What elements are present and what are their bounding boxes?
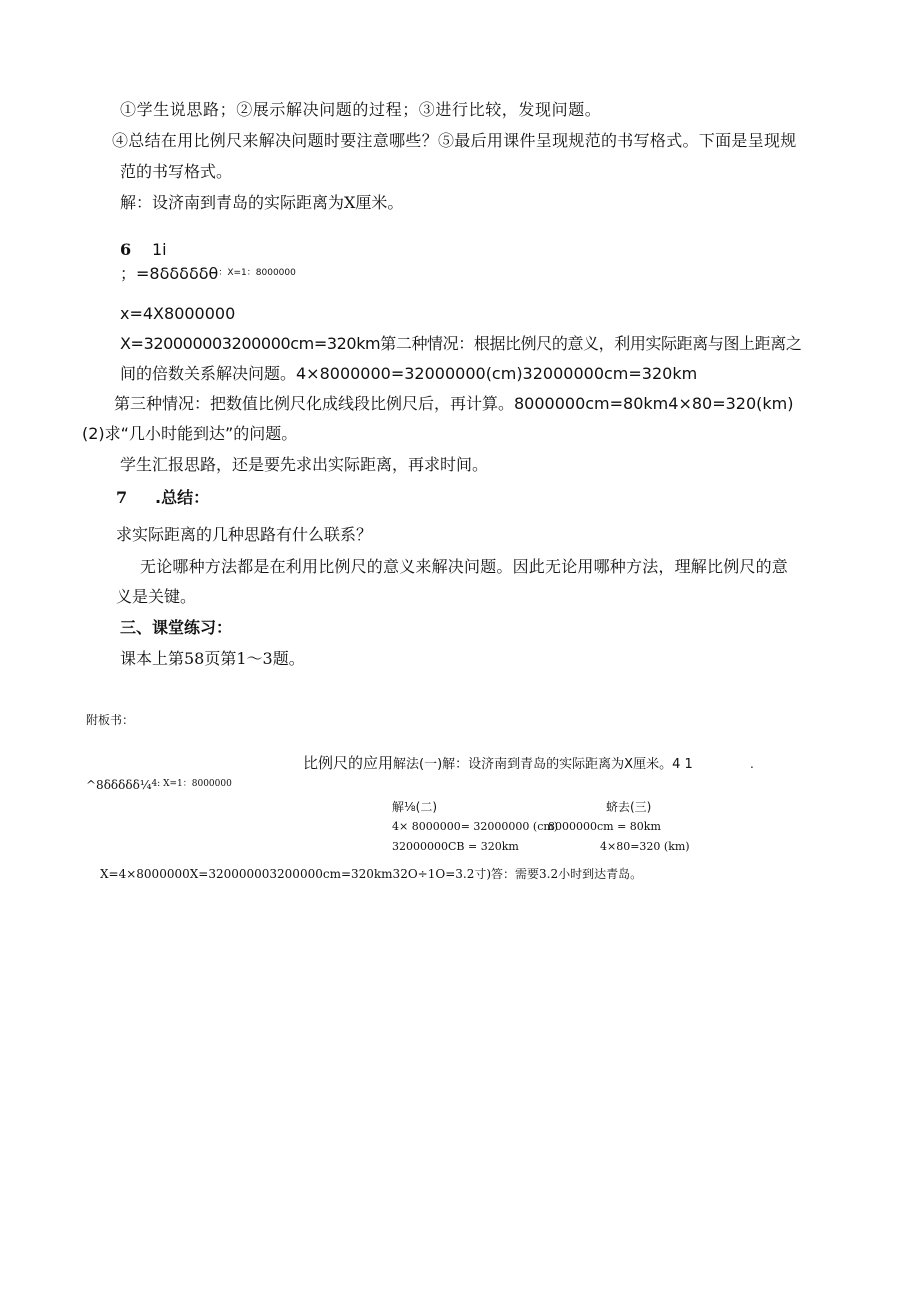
text-line-practice: 课本上第58页第1〜3题。 xyxy=(120,649,305,668)
board-method-2-title: 解⅛(二) xyxy=(392,800,437,814)
board-title-dot: . xyxy=(750,757,754,771)
board-label: 附板书： xyxy=(86,713,135,727)
section-6-text: 1i xyxy=(152,240,167,259)
section-heading-practice: 三、课堂练习： xyxy=(120,618,233,637)
text-line-method-2a: X=320000003200000cm=320km第二种情况：根据比例尺的意义，利用实际距离与图上距离之 xyxy=(120,334,802,353)
board-method-3-line-2: 4×80=320 (km) xyxy=(600,840,690,853)
board-method-3-line-1: 8000000cm = 80km xyxy=(548,820,661,833)
board-method-3-title: 蛴去(三) xyxy=(606,800,652,814)
text-line-report: 学生汇报思路，还是要先求出实际距离，再求时间。 xyxy=(120,455,489,474)
text-line-method-3: 第三种情况：把数值比例尺化成线段比例尺后，再计算。8000000cm=80km4×80=320(km) xyxy=(114,394,794,413)
equation-line: x=4X8000000 xyxy=(120,304,236,323)
text-line-steps-3: 范的书写格式。 xyxy=(120,162,233,181)
text-line-summary-question: 求实际距离的几种思路有什么联系？ xyxy=(116,525,373,544)
formula-main: ；=8δδδδδθ xyxy=(120,264,219,283)
text-line-question-2: (2)求“几小时能到达”的问题。 xyxy=(82,424,298,443)
board-formula-main: ^8δδδδδ¼ xyxy=(86,778,152,792)
board-method-2-line-2: 32000000CB = 320km xyxy=(392,840,519,853)
text-line-method-2b: 间的倍数关系解决问题。4×8000000=32000000(cm)32000000cm=320km xyxy=(120,364,698,383)
board-title: 比例尺的应用 xyxy=(303,754,394,772)
board-formula-ratio: 4: X=1：8000000 xyxy=(151,779,232,789)
formula-ratio: ：X=1：8000000 xyxy=(218,268,296,278)
section-number-6: 6 xyxy=(120,240,132,259)
board-title-rest: 解法(一)解：设济南到青岛的实际距离为X厘米。4 1 xyxy=(393,757,693,772)
section-title-summary: .总结： xyxy=(155,488,210,507)
text-line-steps-1: ①学生说思路；②展示解决问题的过程；③进行比较，发现问题。 xyxy=(120,100,602,119)
text-line-summary-answer-2: 义是关键。 xyxy=(116,587,197,606)
section-number-7: 7 xyxy=(116,488,128,507)
board-method-2-line-1: 4× 8000000= 32000000 (cm) xyxy=(392,820,559,833)
text-line-summary-answer-1: 无论哪种方法都是在利用比例尺的意义来解决问题。因此无论用哪种方法，理解比例尺的意 xyxy=(140,557,789,576)
text-line-solution-intro: 解：设济南到青岛的实际距离为X厘米。 xyxy=(120,193,404,212)
text-line-steps-2: ④总结在用比例尺来解决问题时要注意哪些？⑤最后用课件呈现规范的书写格式。下面是呈现规 xyxy=(112,131,797,150)
formula-line xyxy=(120,263,296,284)
board-title-line xyxy=(303,753,693,775)
board-formula xyxy=(86,774,232,795)
board-final-line: X=4×8000000X=320000003200000cm=320km32O÷1O=3.2寸)答：需要3.2小时到达青岛。 xyxy=(100,867,643,881)
